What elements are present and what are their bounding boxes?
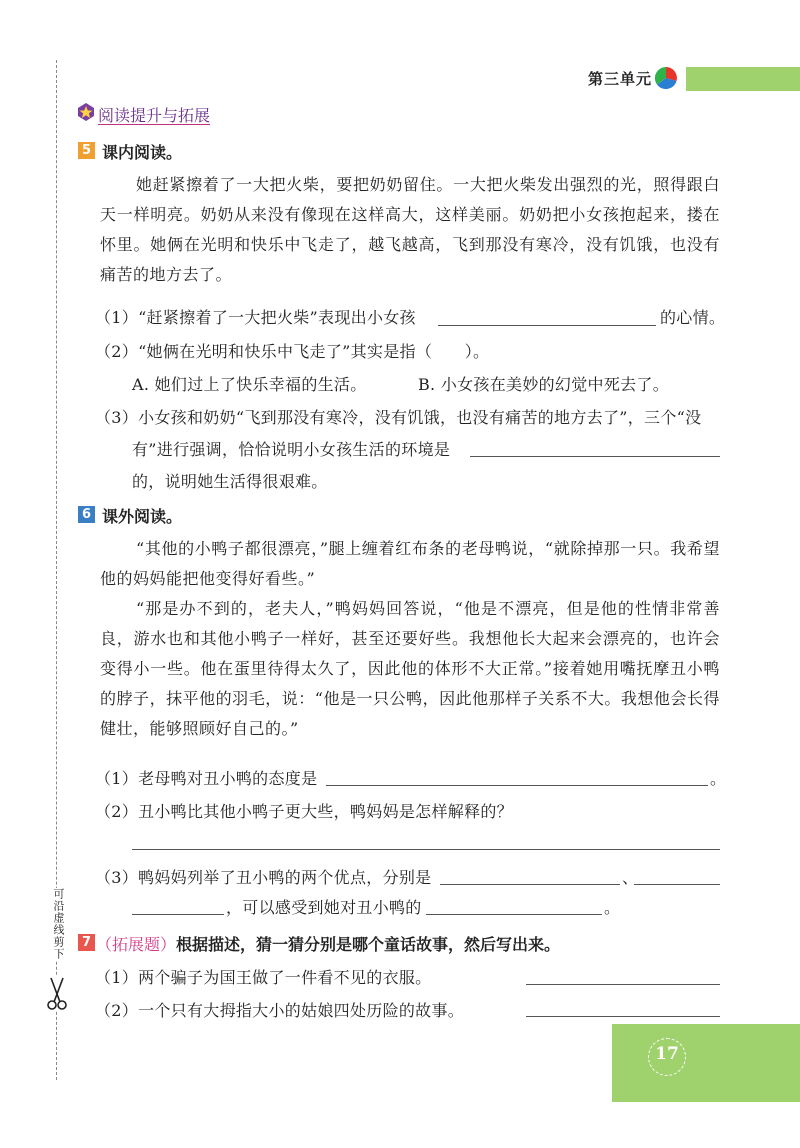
q6-sub3-separator: 、	[622, 868, 639, 887]
q6-sub3-answer-line-3[interactable]	[132, 914, 224, 915]
q6-sub1-suffix: 。	[710, 769, 727, 788]
page-number: 17	[655, 1044, 679, 1064]
unit-label: 第三单元	[588, 70, 653, 88]
q5-sub3-line2: 有”进行强调，恰恰说明小女孩生活的环境是	[132, 440, 451, 459]
question-5-number: 5	[78, 142, 95, 159]
q6-sub3-suffix: 。	[604, 898, 621, 917]
q5-sub3-answer-line-1[interactable]	[470, 456, 720, 457]
q6-sub3-answer-line-2[interactable]	[634, 884, 720, 885]
cut-hint-text: 可沿虚线剪下	[49, 888, 65, 960]
q6-sub1-answer-line[interactable]	[326, 785, 708, 786]
question-6-paragraph-2: “那是办不到的，老夫人，”鸭妈妈回答说，“他是不漂亮，但是他的性情非常善良，游水也和其他小鸭子一样好，甚至还要好些。我想他长大起来会漂亮的，也许会变得小一些。他在蛋里待得太久了，因此他的体形不大正常。”接着她用嘴抚摩丑小鸭的脖子，抹平他的羽毛，说：“他是一只公鸭，因此他那样子关系不大。我想他会长得健壮，能够照顾好自己的。”	[100, 599, 720, 738]
question-5-passage: 她赶紧擦着了一大把火柴，要把奶奶留住。一大把火柴发出强烈的光，照得跟白天一样明亮。奶奶从来没有像现在这样高大，这样美丽。奶奶把小女孩抱起来，搂在怀里。她俩在光明和快乐中飞走了，越飞越高，飞到那没有寒冷，没有饥饿，也没有痛苦的地方去了。	[100, 175, 720, 284]
q5-sub1-suffix: 的心情。	[660, 308, 726, 327]
question-7-number: 7	[78, 934, 95, 951]
q6-sub3-text: （3）鸭妈妈列举了丑小鸭的两个优点，分别是	[95, 868, 432, 887]
q5-sub1-answer-line[interactable]	[438, 325, 656, 326]
question-6-paragraph-1: “其他的小鸭子都很漂亮，”腿上缠着红布条的老母鸭说，“就除掉那一只。我希望他的妈妈能把他变得好看些。”	[100, 539, 720, 588]
q5-sub2-text: （2）“她俩在光明和快乐中飞走了”其实是指（ ）。	[95, 342, 490, 361]
q6-sub3-text-2: ，可以感受到她对丑小鸭的	[226, 898, 422, 917]
q7-sub1-answer-line[interactable]	[526, 984, 720, 985]
question-6-heading: 课外阅读。	[102, 507, 183, 526]
q6-sub2-answer-line[interactable]	[132, 849, 720, 850]
q7-sub2-text: （2）一个只有大拇指大小的姑娘四处历险的故事。	[95, 1001, 465, 1020]
star-badge-icon	[76, 102, 96, 122]
question-6-number: 6	[78, 506, 95, 523]
q5-sub2-option-b[interactable]: B. 小女孩在美妙的幻觉中死去了。	[418, 375, 670, 394]
q5-sub3-line3: 的，说明她生活得很艰难。	[132, 472, 328, 491]
q6-sub1-text: （1）老母鸭对丑小鸭的态度是	[95, 769, 318, 788]
question-5-heading: 课内阅读。	[102, 143, 183, 162]
q6-sub3-answer-line-1[interactable]	[440, 884, 620, 885]
q6-sub2-text: （2）丑小鸭比其他小鸭子更大些，鸭妈妈是怎样解释的？	[95, 802, 513, 821]
q6-sub3-answer-line-4[interactable]	[426, 914, 602, 915]
q5-sub2-option-a[interactable]: A. 她们过上了快乐幸福的生活。	[132, 375, 367, 394]
scissors-icon	[46, 976, 68, 1010]
question-7-tag: （拓展题）	[96, 935, 177, 954]
section-title: 阅读提升与拓展	[98, 106, 211, 125]
header-accent-bar	[686, 67, 800, 91]
footer-accent-block	[612, 1024, 800, 1102]
q7-sub1-text: （1）两个骗子为国王做了一件看不见的衣服。	[95, 968, 432, 987]
question-7-heading: 根据描述，猜一猜分别是哪个童话故事，然后写出来。	[176, 935, 561, 954]
q5-sub3-line1: （3）小女孩和奶奶“飞到那没有寒冷，没有饥饿，也没有痛苦的地方去了”，三个“没	[95, 408, 702, 427]
unit-ball-icon	[654, 66, 678, 90]
q7-sub2-answer-line[interactable]	[526, 1016, 720, 1017]
q5-sub1-text: （1）“赶紧擦着了一大把火柴”表现出小女孩	[95, 308, 416, 327]
